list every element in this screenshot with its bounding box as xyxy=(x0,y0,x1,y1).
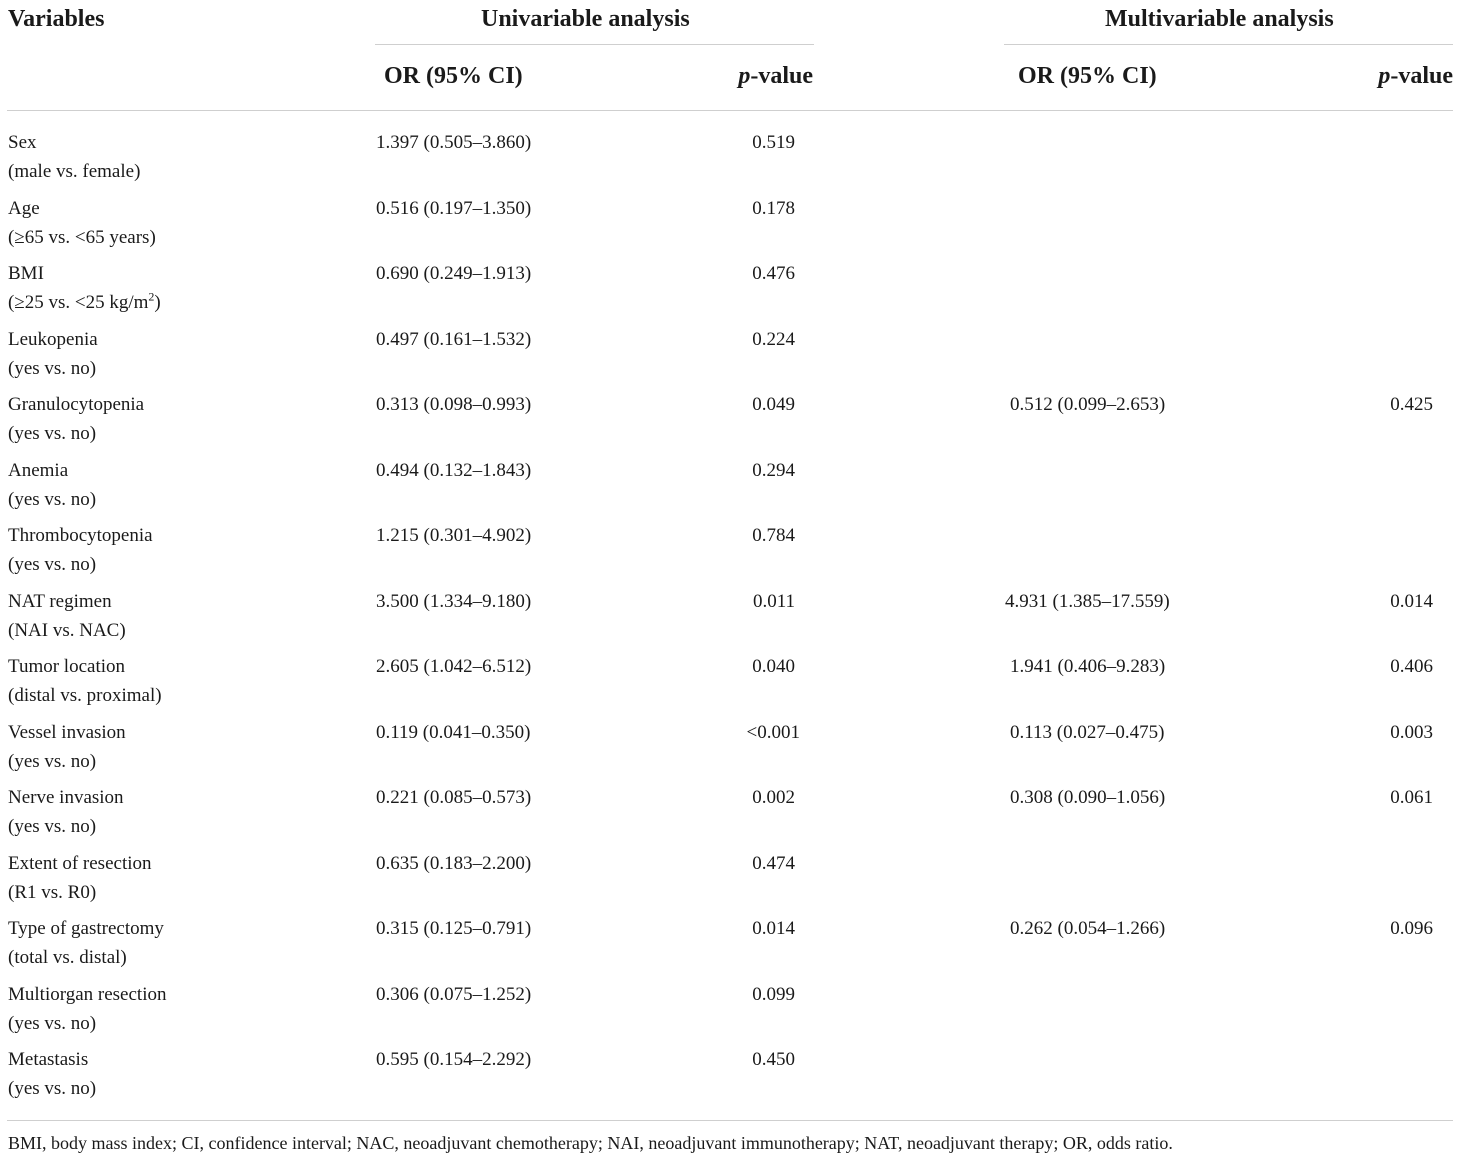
header-uni-or-ci: OR (95% CI) xyxy=(384,63,523,89)
footnote: BMI, body mass index; CI, confidence interval; NAC, neoadjuvant chemotherapy; NAI, neoadjuvant immunotherapy; NAT, neoadjuvant therapy; OR, odds ratio. xyxy=(8,1133,1173,1153)
variable-cell xyxy=(8,521,153,579)
multivariable-or-ci: 0.262 (0.054–1.266) xyxy=(1010,918,1166,939)
univariable-or-ci: 0.516 (0.197–1.350) xyxy=(376,197,532,219)
univariable-p-value: 0.224 xyxy=(752,328,795,350)
table-bottom-rule xyxy=(7,1120,1453,1121)
header-variables: Variables xyxy=(8,6,105,32)
univariable-p-value: 0.049 xyxy=(752,394,795,415)
variable-detail xyxy=(8,288,161,317)
univariable-or-ci: 0.497 (0.161–1.532) xyxy=(376,328,532,350)
header-p-italic: p xyxy=(738,63,751,89)
variable-detail: (yes vs. no) xyxy=(8,1078,97,1099)
variable-detail: (R1 vs. R0) xyxy=(8,881,97,903)
variable-name: NAT regimen xyxy=(8,590,112,612)
variable-name: Tumor location xyxy=(8,656,125,677)
variable-detail-text: (≥25 vs. <25 kg/m xyxy=(8,292,149,313)
variable-name: Age xyxy=(8,197,40,219)
multivariable-or-ci: 0.308 (0.090–1.056) xyxy=(1010,787,1166,808)
multivariable-or-ci: 1.941 (0.406–9.283) xyxy=(1010,656,1166,677)
variable-name: Metastasis xyxy=(8,1049,89,1070)
variable-detail: (NAI vs. NAC) xyxy=(8,619,126,641)
variable-cell xyxy=(8,128,140,186)
univariable-or-ci: 0.690 (0.249–1.913) xyxy=(376,263,532,284)
variable-detail: (yes vs. no) xyxy=(8,423,97,444)
table-row xyxy=(0,325,1460,391)
table-row xyxy=(0,390,1460,456)
header-multi-p-value xyxy=(1378,61,1453,91)
variable-cell xyxy=(8,587,126,645)
variable-detail: (yes vs. no) xyxy=(8,488,97,510)
table-row xyxy=(0,849,1460,915)
multivariable-or-ci: 0.113 (0.027–0.475) xyxy=(1010,721,1165,743)
univariable-or-ci: 0.635 (0.183–2.200) xyxy=(376,852,532,874)
univariable-p-value: 0.450 xyxy=(752,1049,795,1070)
univariable-or-ci: 0.595 (0.154–2.292) xyxy=(376,1049,532,1070)
variable-cell xyxy=(8,980,166,1038)
multivariable-p-value: 0.096 xyxy=(1390,918,1433,939)
variable-cell xyxy=(8,849,152,907)
multivariable-p-value: 0.003 xyxy=(1390,721,1433,743)
table-row xyxy=(0,1045,1460,1111)
table-row xyxy=(0,980,1460,1046)
variable-cell xyxy=(8,194,156,252)
variable-cell xyxy=(8,652,162,710)
table-row xyxy=(0,259,1460,325)
variable-cell xyxy=(8,914,164,972)
univariable-p-value: 0.011 xyxy=(752,590,795,612)
variable-name: Granulocytopenia xyxy=(8,394,145,415)
multivariable-or-ci: 0.512 (0.099–2.653) xyxy=(1010,394,1166,415)
variable-detail-end: ) xyxy=(154,292,161,313)
variable-cell xyxy=(8,718,126,776)
table-row xyxy=(0,914,1460,980)
variable-name: Nerve invasion xyxy=(8,787,124,808)
variable-name: Multiorgan resection xyxy=(8,983,167,1005)
univariable-underline xyxy=(375,44,814,45)
variable-name: Anemia xyxy=(8,459,69,481)
variable-name: Type of gastrectomy xyxy=(8,918,164,939)
variable-detail: (yes vs. no) xyxy=(8,554,97,575)
variable-name: Sex xyxy=(8,132,37,153)
variable-name: Vessel invasion xyxy=(8,721,126,743)
variable-name: Extent of resection xyxy=(8,852,152,874)
header-univariable: Univariable analysis xyxy=(481,6,690,32)
variable-name: Leukopenia xyxy=(8,328,98,350)
variable-detail: (yes vs. no) xyxy=(8,1012,97,1034)
univariable-p-value: 0.294 xyxy=(752,459,795,481)
variable-cell xyxy=(8,259,161,317)
multivariable-or-ci: 4.931 (1.385–17.559) xyxy=(1005,590,1170,612)
univariable-p-value: 0.476 xyxy=(752,263,795,284)
table-row xyxy=(0,652,1460,718)
header-multi-or-ci: OR (95% CI) xyxy=(1018,63,1157,89)
header-p-rest: -value xyxy=(750,63,813,89)
univariable-or-ci: 3.500 (1.334–9.180) xyxy=(376,590,532,612)
variable-detail: (≥65 vs. <65 years) xyxy=(8,226,156,248)
univariable-or-ci: 2.605 (1.042–6.512) xyxy=(376,656,532,677)
variable-detail: (yes vs. no) xyxy=(8,750,97,772)
multivariable-p-value: 0.406 xyxy=(1390,656,1433,677)
table-row xyxy=(0,718,1460,784)
univariable-p-value: 0.474 xyxy=(752,852,795,874)
header-uni-p-value xyxy=(738,61,813,91)
univariable-or-ci: 0.494 (0.132–1.843) xyxy=(376,459,532,481)
univariable-or-ci: 1.215 (0.301–4.902) xyxy=(376,525,532,546)
multivariable-p-value: 0.425 xyxy=(1390,394,1433,415)
univariable-p-value: 0.519 xyxy=(752,132,795,153)
univariable-or-ci: 0.313 (0.098–0.993) xyxy=(376,394,532,415)
variable-detail: (distal vs. proximal) xyxy=(8,685,162,706)
variable-cell xyxy=(8,325,98,383)
univariable-p-value: 0.178 xyxy=(752,197,795,219)
variable-detail: (yes vs. no) xyxy=(8,816,97,837)
table-row xyxy=(0,783,1460,849)
table-row xyxy=(0,456,1460,522)
table-row xyxy=(0,521,1460,587)
variable-detail: (total vs. distal) xyxy=(8,947,127,968)
variable-detail: (yes vs. no) xyxy=(8,357,97,379)
table-row xyxy=(0,128,1460,194)
univariable-p-value: 0.014 xyxy=(752,918,795,939)
variable-name: BMI xyxy=(8,263,44,284)
header-p-italic: p xyxy=(1378,63,1391,89)
univariable-or-ci: 1.397 (0.505–3.860) xyxy=(376,132,532,153)
multivariable-underline xyxy=(1004,44,1453,45)
header-bottom-rule xyxy=(7,110,1453,111)
univariable-p-value: <0.001 xyxy=(746,721,800,743)
variable-name: Thrombocytopenia xyxy=(8,525,153,546)
univariable-or-ci: 0.221 (0.085–0.573) xyxy=(376,787,532,808)
multivariable-p-value: 0.061 xyxy=(1390,787,1433,808)
table-row xyxy=(0,194,1460,260)
variable-cell xyxy=(8,783,124,841)
variable-detail: (male vs. female) xyxy=(8,161,141,182)
univariable-p-value: 0.784 xyxy=(752,525,795,546)
variable-cell xyxy=(8,456,96,514)
univariable-or-ci: 0.306 (0.075–1.252) xyxy=(376,983,532,1005)
table-row xyxy=(0,587,1460,653)
univariable-or-ci: 0.315 (0.125–0.791) xyxy=(376,918,532,939)
univariable-p-value: 0.040 xyxy=(752,656,795,677)
header-multivariable: Multivariable analysis xyxy=(1105,6,1334,32)
univariable-or-ci: 0.119 (0.041–0.350) xyxy=(376,721,531,743)
variable-detail-superscript: 2 xyxy=(148,289,155,304)
variable-cell xyxy=(8,390,144,448)
header-p-rest: -value xyxy=(1390,63,1453,89)
univariable-p-value: 0.002 xyxy=(752,787,795,808)
variable-cell xyxy=(8,1045,96,1103)
multivariable-p-value: 0.014 xyxy=(1390,590,1433,612)
univariable-p-value: 0.099 xyxy=(752,983,795,1005)
